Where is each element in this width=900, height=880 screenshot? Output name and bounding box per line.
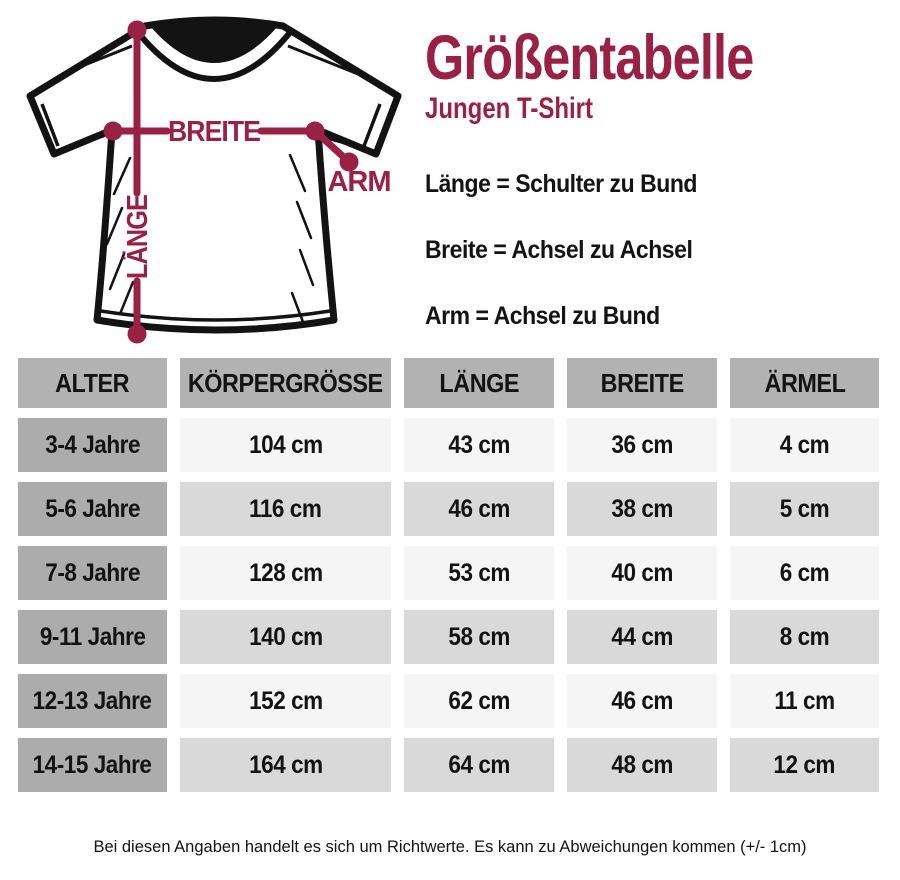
armpit-right-dot [306, 122, 325, 141]
laenge-label: LÄNGE [122, 182, 154, 279]
row-label-text: 5-6 Jahre [45, 494, 140, 523]
table-cell [730, 418, 879, 472]
header-label: ÄRMEL [764, 367, 845, 398]
page-subtitle: Jungen T-Shirt [425, 92, 593, 126]
table-cell [404, 610, 554, 664]
table-cell [567, 610, 717, 664]
table-cell [730, 674, 879, 728]
cell-value: 62 cm [448, 686, 510, 715]
tshirt-diagram-svg [0, 0, 420, 360]
row-label [18, 482, 167, 536]
table-cell [730, 610, 879, 664]
table-cell [180, 738, 391, 792]
shoulder-dot [128, 21, 147, 40]
cell-value: 44 cm [611, 622, 673, 651]
hem-dot [128, 325, 147, 344]
cell-value: 43 cm [448, 430, 510, 459]
cell-value: 128 cm [248, 558, 323, 587]
cell-value: 46 cm [448, 494, 510, 523]
table-cell [730, 482, 879, 536]
table-cell [567, 738, 717, 792]
row-label [18, 738, 167, 792]
table-cell [404, 546, 554, 600]
definition-laenge: Länge = Schulter zu Bund [425, 170, 698, 199]
row-label-text: 9-11 Jahre [39, 622, 146, 651]
row-label [18, 418, 167, 472]
definition-arm: Arm = Achsel zu Bund [425, 302, 660, 331]
table-cell [730, 738, 879, 792]
cell-value: 38 cm [611, 494, 673, 523]
table-cell [404, 738, 554, 792]
cell-value: 8 cm [779, 622, 830, 651]
table-cell [567, 546, 717, 600]
row-label-text: 3-4 Jahre [45, 430, 140, 459]
table-cell [404, 418, 554, 472]
cell-value: 140 cm [248, 622, 323, 651]
row-label-text: 12-13 Jahre [33, 686, 152, 715]
table-cell [404, 674, 554, 728]
definition-breite: Breite = Achsel zu Achsel [425, 236, 693, 265]
cell-value: 104 cm [248, 430, 323, 459]
armpit-left-dot [104, 122, 123, 141]
header-cell-laenge [404, 358, 554, 408]
row-label [18, 610, 167, 664]
size-table [18, 358, 879, 792]
header-label: ALTER [55, 367, 130, 398]
table-cell [404, 482, 554, 536]
header-label: KÖRPERGRÖSSE [188, 367, 383, 398]
row-label [18, 674, 167, 728]
header-cell-breite [567, 358, 717, 408]
arm-label: ARM [327, 166, 391, 198]
cell-value: 53 cm [448, 558, 510, 587]
cell-value: 4 cm [779, 430, 830, 459]
cell-value: 58 cm [448, 622, 510, 651]
cell-value: 6 cm [779, 558, 830, 587]
cell-value: 5 cm [779, 494, 830, 523]
cell-value: 64 cm [448, 750, 510, 779]
table-cell [730, 546, 879, 600]
breite-label: BREITE [168, 116, 261, 148]
cell-value: 11 cm [774, 686, 835, 715]
row-label-text: 7-8 Jahre [45, 558, 140, 587]
table-cell [180, 674, 391, 728]
table-cell [567, 674, 717, 728]
page-title: Größentabelle [425, 23, 754, 93]
header-cell-alter [18, 358, 167, 408]
row-label-text: 14-15 Jahre [33, 750, 152, 779]
cell-value: 152 cm [248, 686, 323, 715]
table-cell [567, 418, 717, 472]
table-cell [180, 546, 391, 600]
header-cell-koerpergroesse [180, 358, 391, 408]
table-cell [180, 418, 391, 472]
cell-value: 116 cm [249, 494, 322, 523]
table-cell [180, 482, 391, 536]
header-label: LÄNGE [439, 367, 519, 398]
header-cell-aermel [730, 358, 879, 408]
measurement-definitions [425, 170, 836, 331]
cell-value: 46 cm [611, 686, 673, 715]
cell-value: 36 cm [611, 430, 673, 459]
tshirt-diagram [0, 0, 420, 360]
table-cell [180, 610, 391, 664]
cell-value: 40 cm [611, 558, 673, 587]
row-label [18, 546, 167, 600]
cell-value: 12 cm [773, 750, 836, 779]
cell-value: 164 cm [248, 750, 323, 779]
footer-note: Bei diesen Angaben handelt es sich um Richtwerte. Es kann zu Abweichungen kommen (+/- 1cm) [93, 838, 807, 856]
heading-block [425, 23, 836, 368]
header-label: BREITE [600, 367, 684, 398]
table-cell [567, 482, 717, 536]
cell-value: 48 cm [611, 750, 673, 779]
